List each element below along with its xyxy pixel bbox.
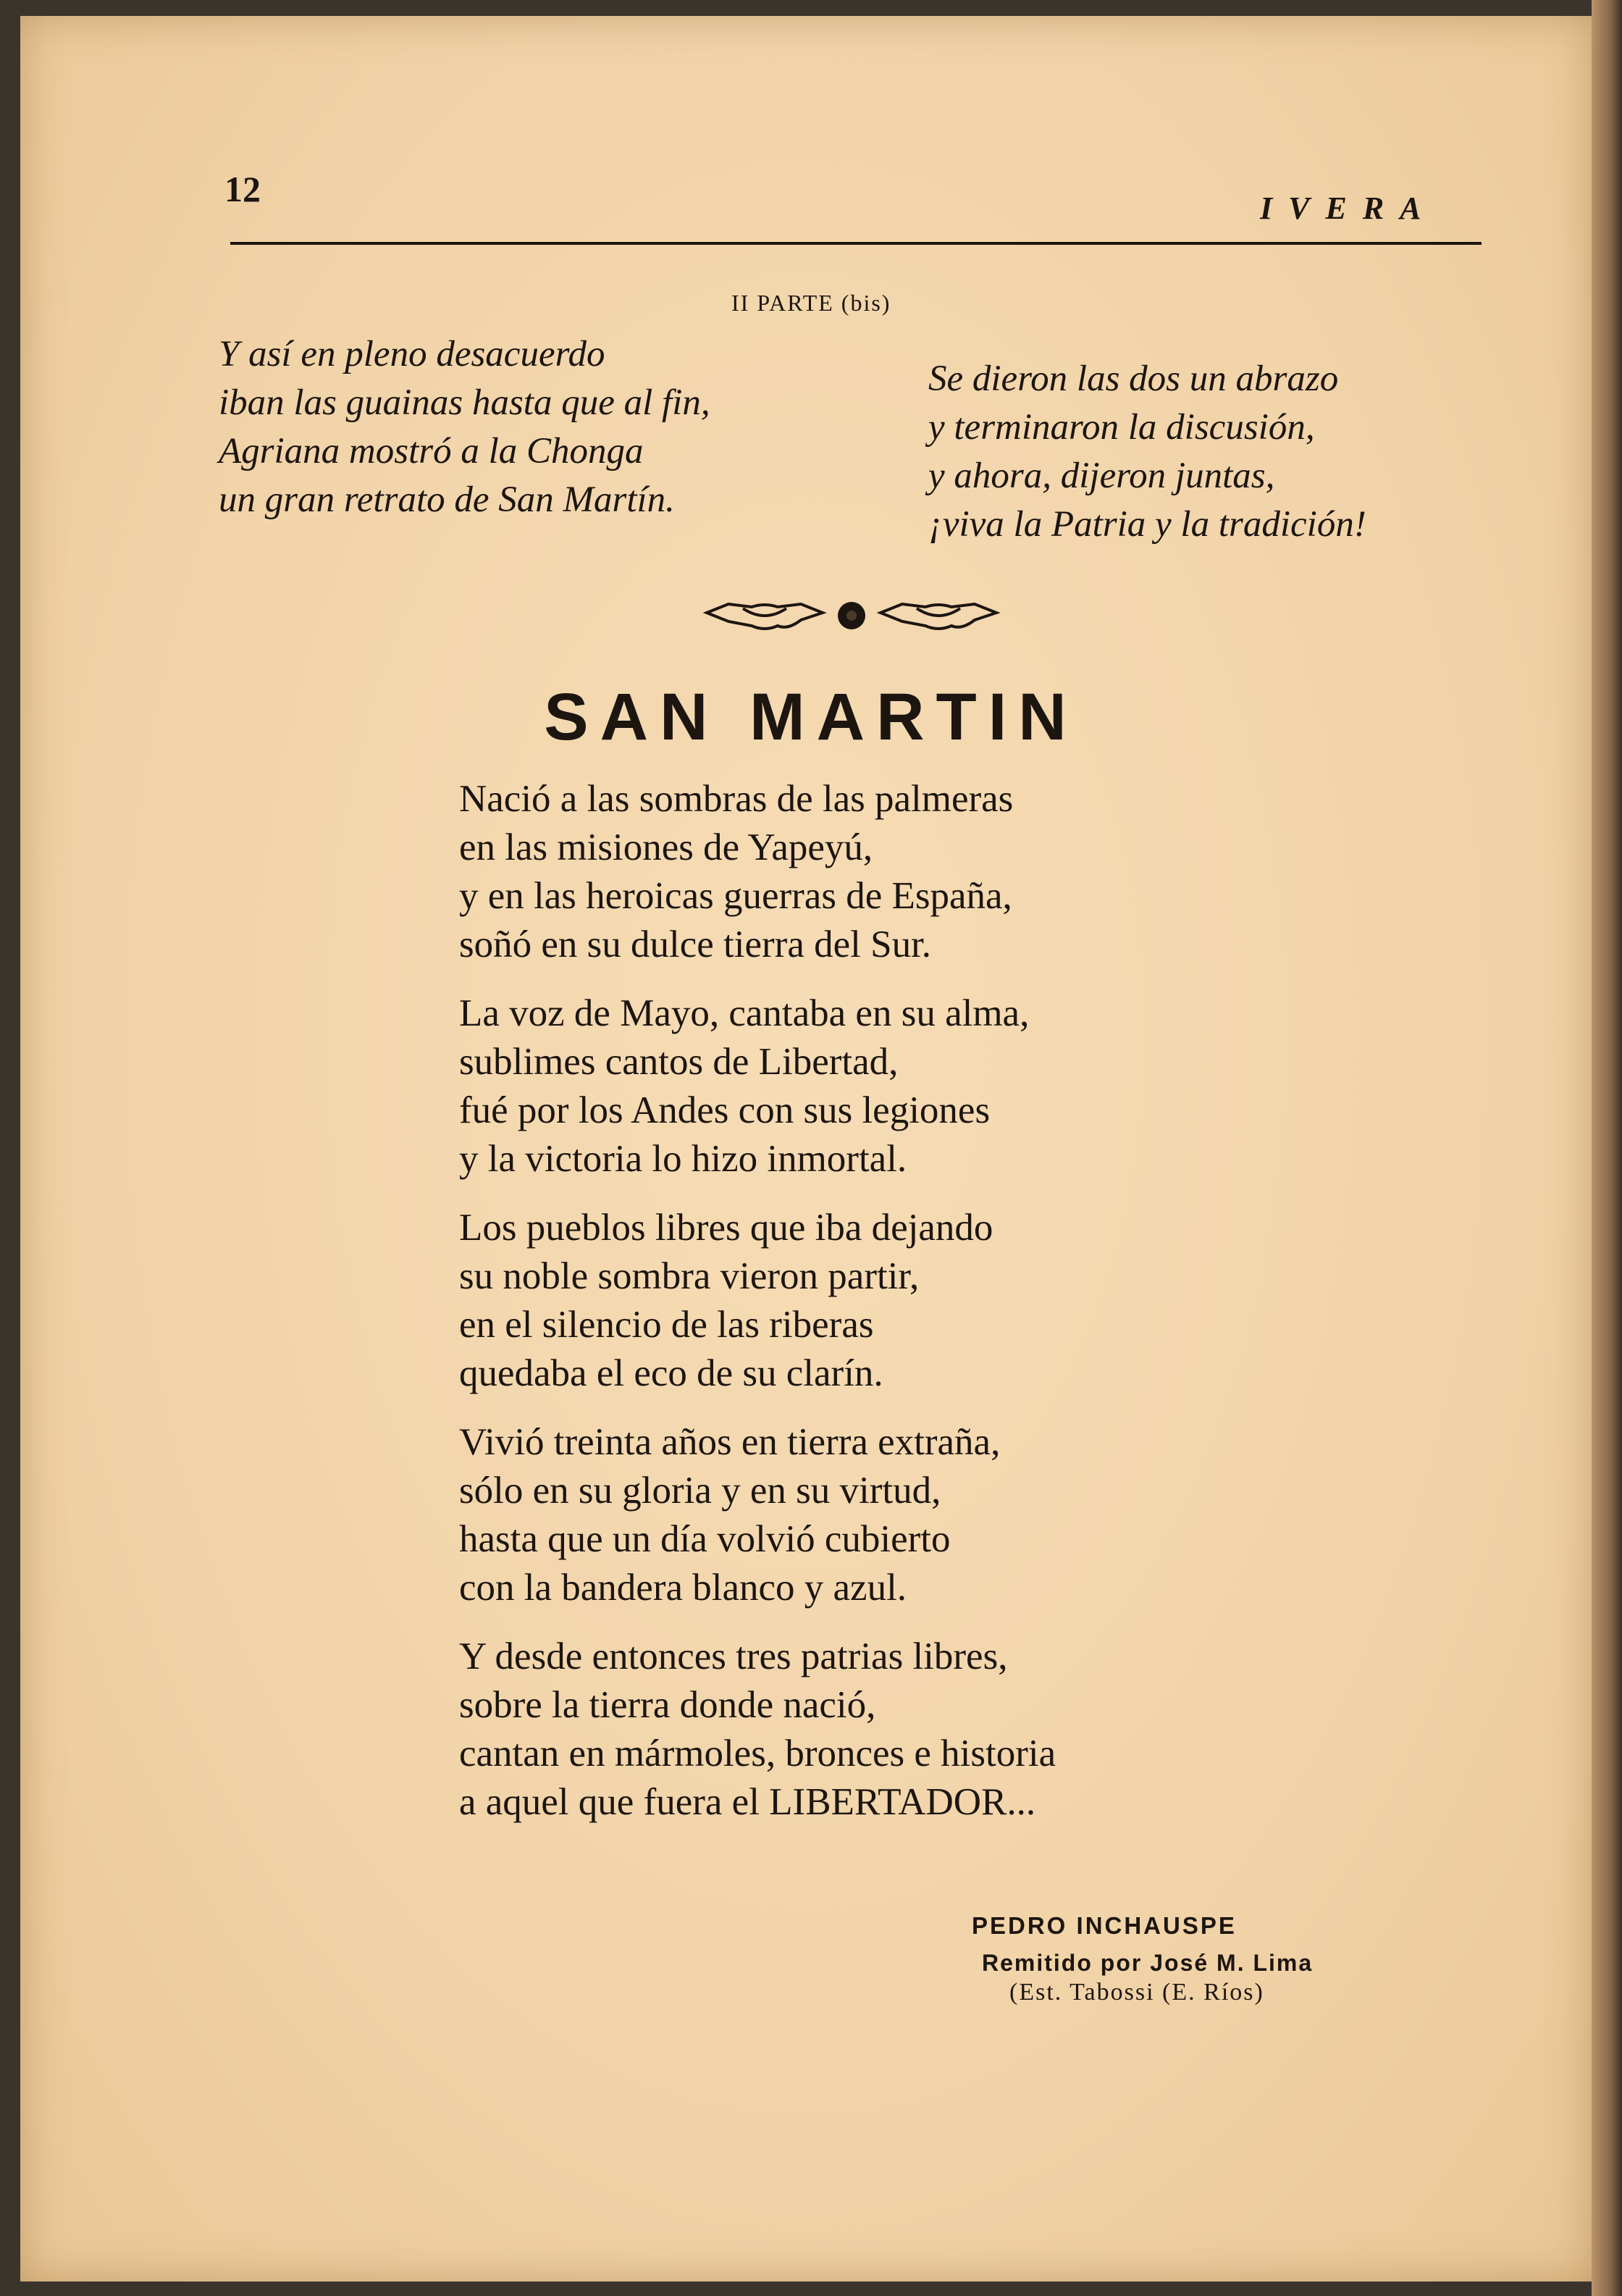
verse-line: sólo en su gloria y en su virtud, [459, 1470, 941, 1512]
section-label: II PARTE (bis) [731, 290, 891, 316]
verse-line: quedaba el eco de su clarín. [459, 1352, 883, 1394]
verse-line: cantan en mármoles, bronces e historia [459, 1733, 1056, 1775]
page-edge [1592, 0, 1622, 2296]
ornament-divider [699, 598, 1004, 639]
intro-stanza-left [219, 330, 710, 524]
verse-line: Los pueblos libres que iba dejando [459, 1207, 993, 1249]
verse-line: y ahora, dijeron juntas, [928, 456, 1275, 496]
verse-line: sobre la tierra donde nació, [459, 1684, 876, 1726]
verse-line: en el silencio de las riberas [459, 1304, 874, 1346]
poem-stanza [459, 1633, 1056, 1827]
header-rule [230, 242, 1482, 245]
magazine-title: IVERA [1260, 190, 1437, 226]
poem-stanza [459, 1204, 1056, 1398]
verse-line: hasta que un día volvió cubierto [459, 1518, 951, 1560]
verse-line: soñó en su dulce tierra del Sur. [459, 923, 932, 965]
verse-line: ¡viva la Patria y la tradición! [928, 504, 1366, 545]
verse-line: Y así en pleno desacuerdo [219, 334, 605, 374]
verse-line: iban las guainas hasta que al fin, [219, 382, 710, 423]
sent-by-credit: Remitido por José M. Lima [982, 1950, 1314, 1976]
verse-line: Y desde entonces tres patrias libres, [459, 1635, 1008, 1677]
sender-location: (Est. Tabossi (E. Ríos) [1009, 1979, 1264, 2006]
verse-line: y en las heroicas guerras de España, [459, 875, 1012, 917]
verse-line: un gran retrato de San Martín. [219, 479, 675, 520]
poem-author: PEDRO INCHAUSPE [972, 1912, 1237, 1939]
verse-line: y terminaron la discusión, [928, 407, 1315, 448]
verse-line: Nació a las sombras de las palmeras [459, 778, 1014, 820]
verse-line: con la bandera blanco y azul. [459, 1567, 907, 1609]
poem-body [459, 775, 1056, 1847]
verse-line: su noble sombra vieron partir, [459, 1255, 920, 1297]
poem-stanza [459, 1418, 1056, 1612]
verse-line: Agriana mostró a la Chonga [219, 431, 644, 472]
poem-stanza [459, 989, 1056, 1183]
verse-line: sublimes cantos de Libertad, [459, 1041, 899, 1083]
verse-line: Se dieron las dos un abrazo [928, 359, 1339, 399]
verse-line: en las misiones de Yapeyú, [459, 826, 873, 868]
verse-line: Vivió treinta años en tierra extraña, [459, 1421, 1001, 1463]
verse-line: y la victoria lo hizo inmortal. [459, 1138, 907, 1180]
intro-stanza-right [928, 355, 1366, 549]
verse-line: fué por los Andes con sus legiones [459, 1089, 991, 1131]
page-number: 12 [224, 169, 261, 209]
poem-title: SAN MARTIN [544, 680, 1078, 754]
poem-stanza [459, 775, 1056, 969]
verse-line: La voz de Mayo, cantaba en su alma, [459, 992, 1030, 1034]
verse-line: a aquel que fuera el LIBERTADOR... [459, 1781, 1036, 1823]
